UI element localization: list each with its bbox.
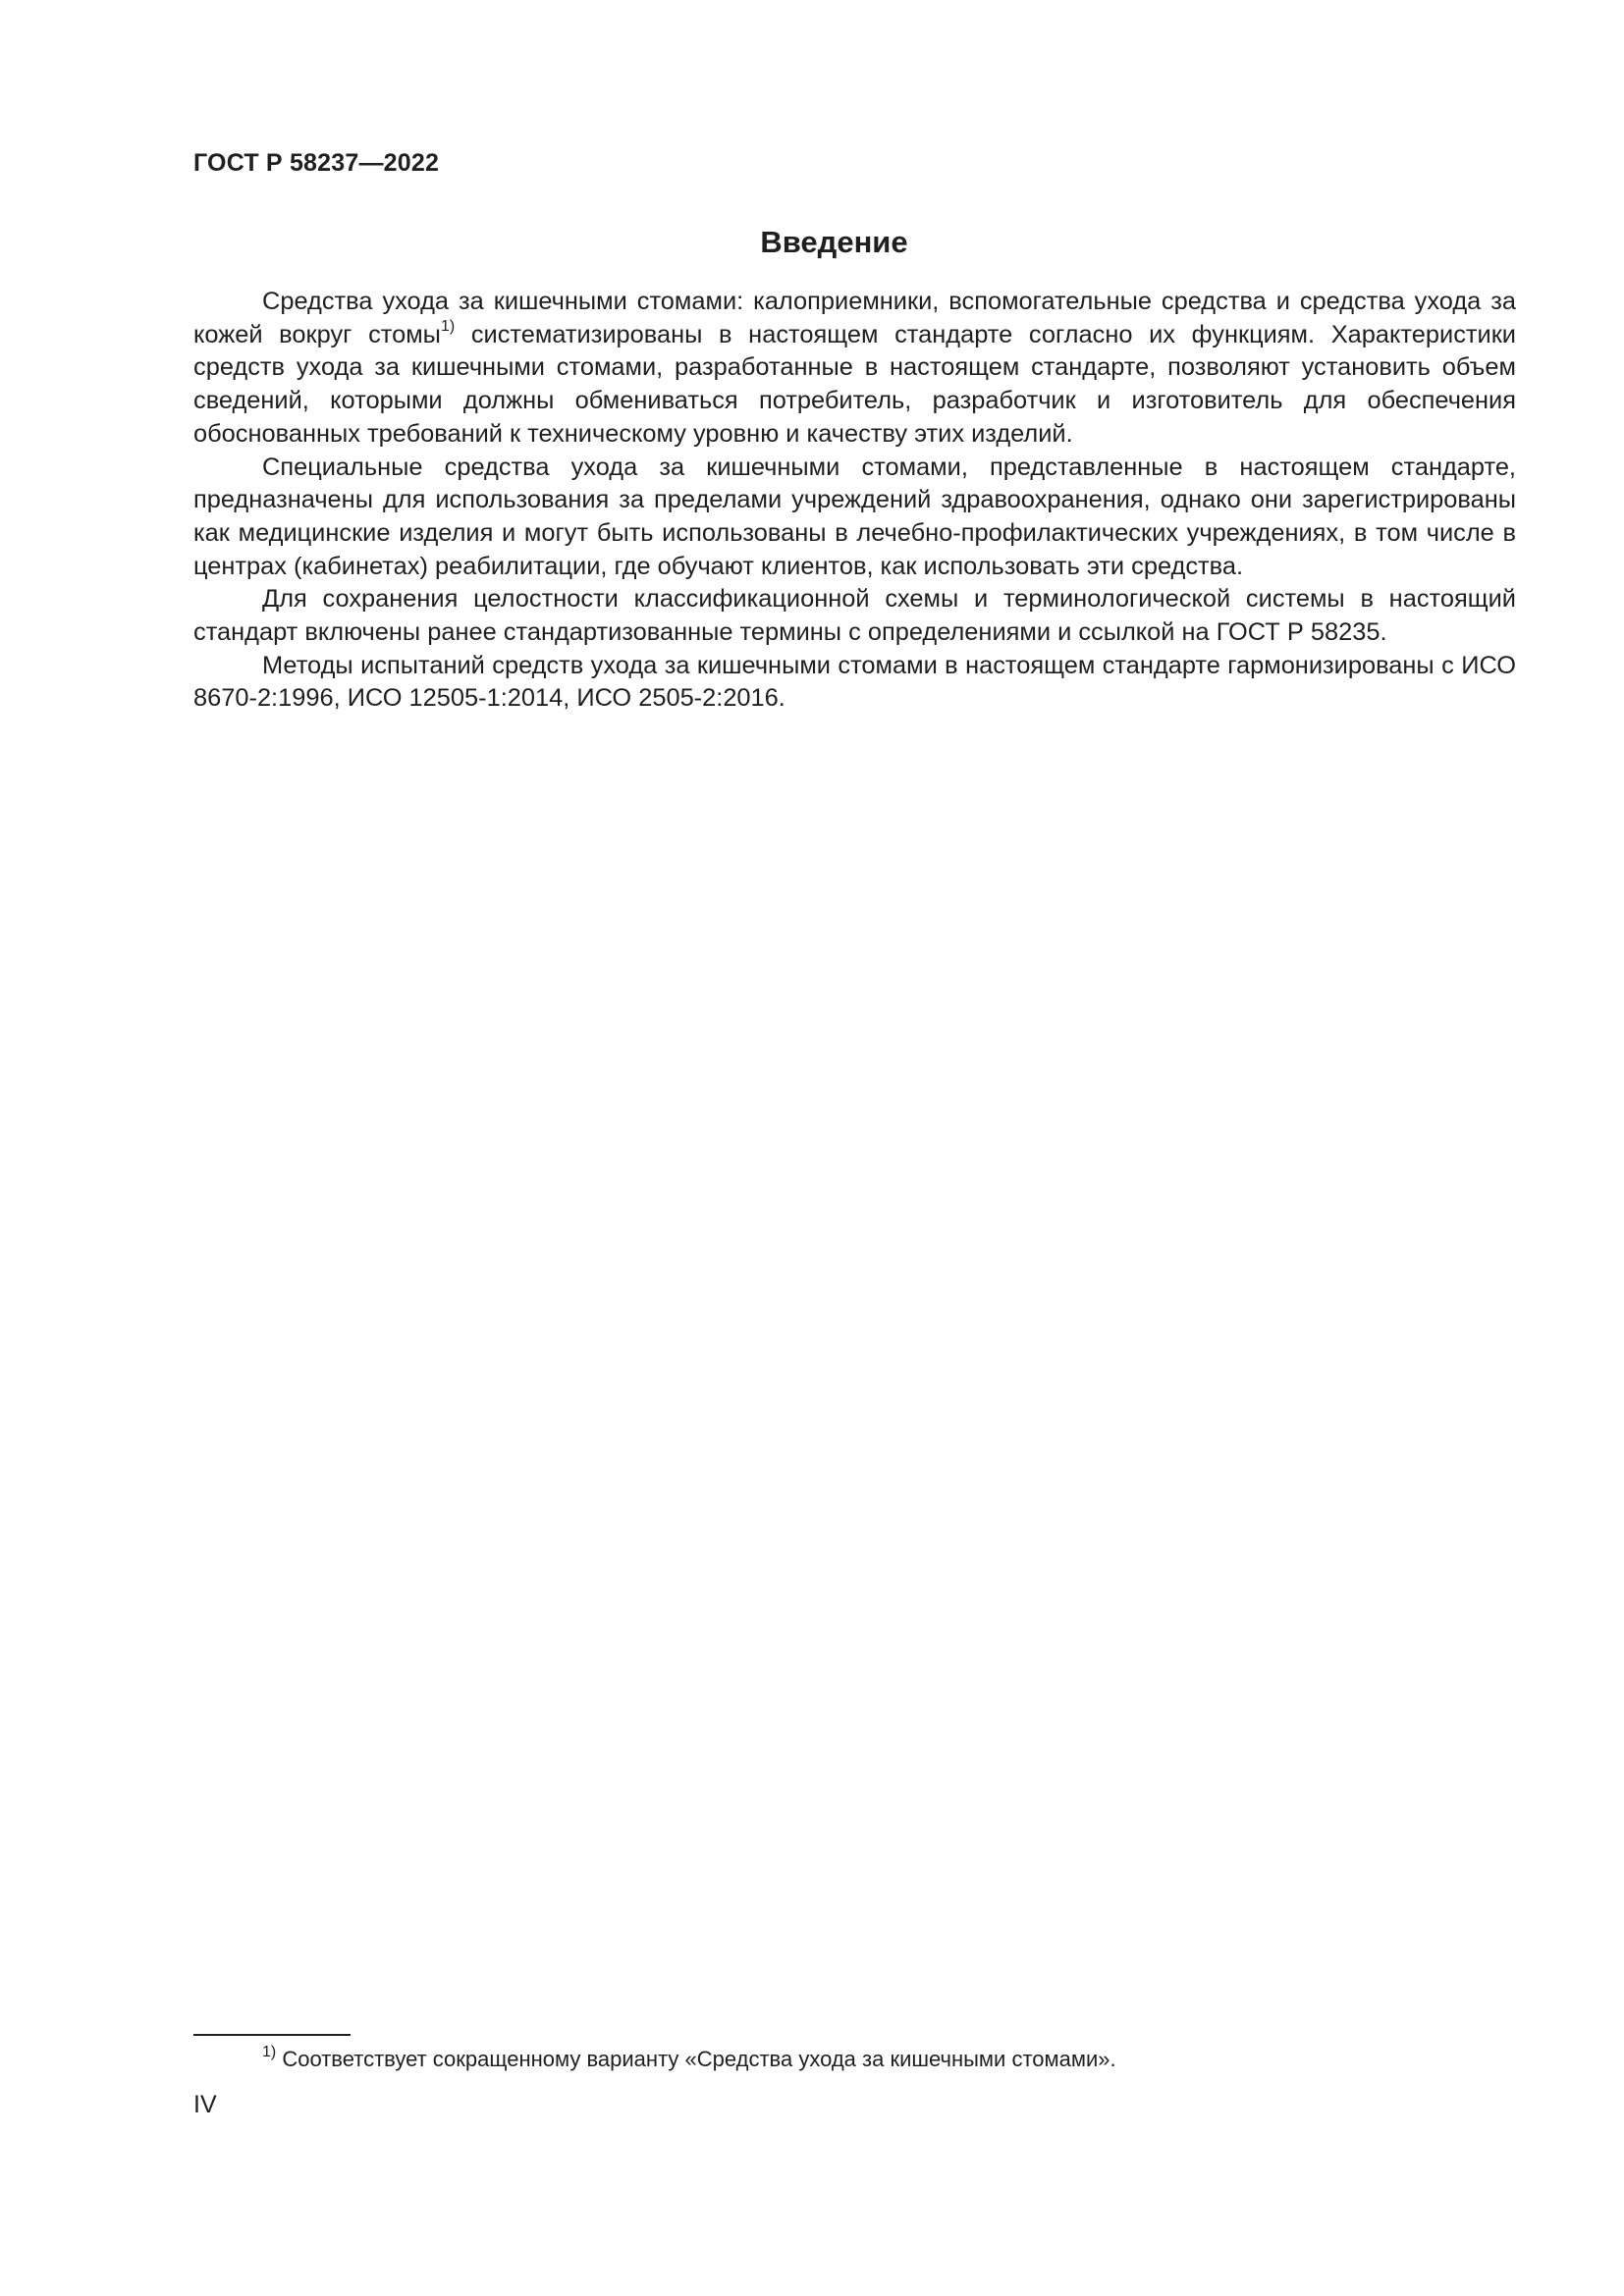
paragraph-1-text-a: Средства ухода за кишечными стомами: калоприемники, вспомогательные средства и средства ухода за кожей вокруг стомы [193, 288, 1516, 348]
paragraph-4: Методы испытаний средств ухода за кишечными стомами в настоящем стандарте гармонизированы с ИСО 8670-2:1996, ИСО 12505-1:2014, ИСО 2505-2:2016. [193, 651, 1516, 713]
footnote-divider [193, 2034, 351, 2036]
page-number: IV [193, 2091, 217, 2118]
body-text [193, 286, 1516, 716]
paragraph-3: Для сохранения целостности классификационной схемы и терминологической системы в настоящий стандарт включены ранее стандартизованные термины с определениями и ссылкой на ГОСТ Р 58235. [193, 585, 1516, 647]
footnote-reference: 1) [440, 318, 456, 336]
paragraph-1-text-b: систематизированы в настоящем стандарте согласно их функциям. Характеристики средств ухода за кишечными стомами, разработанные в настоящем стандарте, позволяют установить объем сведений, которыми должны обмениваться потребитель, разработчик и изготовитель для обеспечения обоснованных требований к техническому уровню и качеству этих изделий. [193, 320, 1516, 448]
section-title: Введение [760, 225, 908, 259]
footnote-mark: 1) [262, 2043, 277, 2060]
paragraph-1 [193, 286, 1516, 452]
footnote-text: Соответствует сокращенному варианту «Средства ухода за кишечными стомами». [276, 2047, 1116, 2071]
paragraph-2: Специальные средства ухода за кишечными стомами, представленные в настоящем стандарте, предназначены для использования за пределами учреждений здравоохранения, однако они зарегистрированы как медицинские изделия и могут быть использованы в лечебно-профилактических учреждениях, в том числе в центрах (кабинетах) реабилитации, где обучают клиентов, как использовать эти средства. [193, 453, 1516, 580]
document-id-header: ГОСТ Р 58237—2022 [193, 149, 440, 177]
footnote [262, 2045, 1116, 2074]
